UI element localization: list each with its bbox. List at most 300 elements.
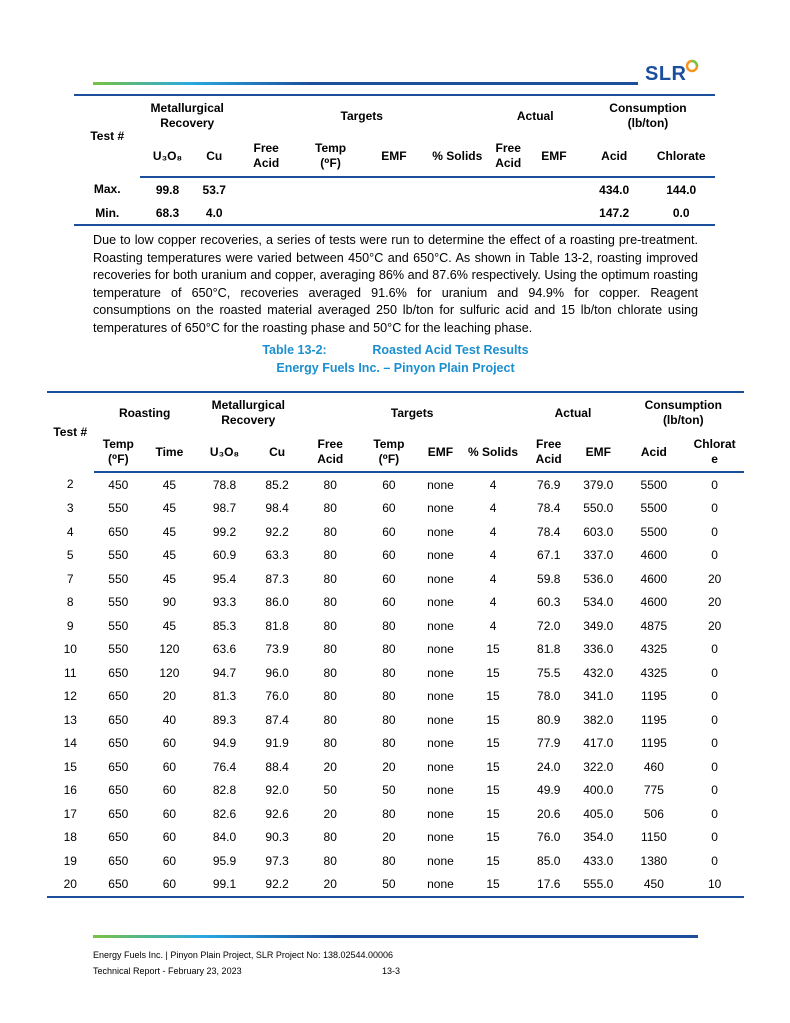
table-cell: 99.2 <box>212 524 237 539</box>
table-cell: 53.7 <box>202 182 226 197</box>
table-cell: 45 <box>162 571 177 586</box>
table-row <box>47 708 744 732</box>
table-cell: 63.3 <box>265 548 289 563</box>
table-cell: 550 <box>108 595 129 610</box>
table-cell: 77.9 <box>537 736 561 751</box>
table-cell: 98.4 <box>265 501 289 516</box>
table-cell: 60.9 <box>212 548 237 563</box>
table-cell: 60 <box>143 873 196 898</box>
table-cell: 337.0 <box>583 548 614 563</box>
table-cell: 3 <box>66 501 74 516</box>
table-cell: 550 <box>108 501 129 516</box>
table-cell: 4 <box>489 477 497 492</box>
table-cell: 7 <box>66 571 74 586</box>
table-cell: 81.3 <box>212 689 237 704</box>
col-cu: Cu <box>253 433 301 472</box>
group-targets: Targets <box>234 95 490 136</box>
table-cell: none <box>427 853 454 868</box>
table-cell: none <box>427 548 454 563</box>
table-cell: 40 <box>162 712 177 727</box>
table-cell: 20 <box>707 618 722 633</box>
table-cell: 0 <box>711 712 718 727</box>
table-cell: 400.0 <box>583 783 614 798</box>
table-cell: 354.0 <box>583 830 614 845</box>
table-cell: 4 <box>66 524 74 539</box>
table-cell: 73.9 <box>265 642 289 657</box>
table-cell: 18 <box>63 830 77 845</box>
table-cell: 14 <box>63 736 77 751</box>
header-rule <box>93 82 638 85</box>
body-paragraph: Due to low copper recoveries, a series of tests were run to determine the effect of a roasting pre-treatment. Roasting temperatures were varied between 450°C and 650°C. As shown in Table 13-2, roasting improved recoveries for both uranium and copper, averaging 86% and 87.6% respectively. Using the optimum roasting temperature of 650°C, recoveries averaged 91.6% for uranium and 94.9% for copper. Reagent consumptions on the roasted material averaged 250 lb/ton for sulfuric acid and 15 lb/ton chlorate using temperatures of 650°C for the roasting phase and 50°C for the leaching phase. <box>93 233 698 335</box>
table-cell: 0 <box>711 501 718 516</box>
table-row <box>74 177 715 201</box>
caption-label: Table 13-2: <box>262 343 327 357</box>
table-cell: 45 <box>162 477 177 492</box>
table-caption <box>93 343 698 357</box>
table-cell: 78.8 <box>212 477 237 492</box>
table-cell: 85.3 <box>212 618 237 633</box>
table-cell: 60 <box>382 548 396 563</box>
table-row <box>47 661 744 685</box>
table-cell: 650 <box>108 712 129 727</box>
table-cell: 81.8 <box>537 642 561 657</box>
table-row <box>47 732 744 756</box>
table-cell: 20 <box>323 759 337 774</box>
table-cell: none <box>427 571 454 586</box>
table-row <box>47 591 744 615</box>
table-cell: 20 <box>382 759 396 774</box>
table-cell: 24.0 <box>537 759 561 774</box>
col-test: Test # <box>47 392 94 472</box>
table-cell: none <box>427 595 454 610</box>
table-cell: 322.0 <box>583 759 614 774</box>
table-cell: 1150 <box>640 830 667 845</box>
table-cell: 450 <box>623 873 686 898</box>
table-row <box>47 779 744 803</box>
col-actual-emf: EMF <box>527 136 581 177</box>
table-cell: 60 <box>162 736 177 751</box>
table-cell: 0 <box>711 759 718 774</box>
table-cell: 1195 <box>640 712 667 727</box>
table-cell: 650 <box>94 873 144 898</box>
table-cell: 0 <box>711 783 718 798</box>
table-cell: 11 <box>64 665 77 680</box>
table-cell <box>425 177 489 201</box>
table-cell: 5 <box>66 548 74 563</box>
table-cell: 1195 <box>640 736 667 751</box>
table-cell: 603.0 <box>583 524 614 539</box>
footer-rule <box>93 935 698 938</box>
table-cell: 60 <box>382 501 396 516</box>
table-cell <box>490 177 527 201</box>
table-cell: 89.3 <box>212 712 237 727</box>
table-cell: 60 <box>382 524 396 539</box>
table-cell: 59.8 <box>537 571 561 586</box>
table-row <box>47 614 744 638</box>
group-consumption: Consumption (lb/ton) <box>581 95 715 136</box>
table-cell: 94.7 <box>212 665 237 680</box>
col-acid: Acid <box>623 433 686 472</box>
table-row <box>47 802 744 826</box>
table-cell: 20 <box>707 571 722 586</box>
table-cell: 147.2 <box>581 201 647 225</box>
table-cell <box>363 177 425 201</box>
table-cell: 60 <box>382 477 396 492</box>
table-cell: 80 <box>323 736 337 751</box>
table-cell: 433.0 <box>583 853 614 868</box>
table-cell: 90.3 <box>265 830 289 845</box>
table-cell: 2 <box>66 477 74 492</box>
table-cell: 20 <box>323 806 337 821</box>
group-metallurgical-recovery: Metallurgical Recovery <box>140 95 233 136</box>
table-cell: 80 <box>382 665 396 680</box>
table-cell: 80 <box>323 618 337 633</box>
table-cell <box>298 177 362 201</box>
col-u3o8: U₃O₈ <box>140 136 194 177</box>
col-temp: Temp (⁰F) <box>298 136 362 177</box>
table-cell: 45 <box>162 501 177 516</box>
table-cell: 15 <box>463 873 524 898</box>
table-cell: 92.2 <box>253 873 301 898</box>
table-cell: 0 <box>711 853 718 868</box>
table-cell: 94.9 <box>212 736 237 751</box>
col-actual-free-acid: Free Acid <box>523 433 574 472</box>
table-cell: 5500 <box>640 477 668 492</box>
table-cell: 82.8 <box>212 783 237 798</box>
table-cell: 99.8 <box>155 182 180 197</box>
table-row <box>47 638 744 662</box>
table-cell: 80 <box>323 571 337 586</box>
table-cell: none <box>427 618 454 633</box>
table-cell: 50 <box>360 873 419 898</box>
table-cell: 4 <box>489 501 497 516</box>
table-cell: 8 <box>66 595 74 610</box>
table-row <box>47 567 744 591</box>
table-cell: 4 <box>489 571 497 586</box>
table-cell: 95.9 <box>212 853 237 868</box>
table-cell: 650 <box>108 524 129 539</box>
table-cell: 49.9 <box>537 783 561 798</box>
table-cell: 78.0 <box>537 689 561 704</box>
col-free-acid: Free Acid <box>234 136 298 177</box>
table-cell: 0 <box>711 477 718 492</box>
table-cell: 92.2 <box>265 524 289 539</box>
col-time: Time <box>143 433 196 472</box>
col-cu: Cu <box>195 136 234 177</box>
table-cell: 10 <box>63 642 77 657</box>
table-cell: 405.0 <box>583 806 614 821</box>
table-cell: 4 <box>489 595 497 610</box>
table-cell: 92.0 <box>265 783 289 798</box>
table-cell: Min. <box>74 201 140 225</box>
table-cell: 80 <box>382 806 396 821</box>
table-cell: 775 <box>643 783 664 798</box>
table-row <box>47 826 744 850</box>
table-cell: 60 <box>162 806 177 821</box>
table-cell: 15 <box>486 642 500 657</box>
table-cell: 120 <box>159 642 180 657</box>
table-cell: 20 <box>47 873 94 898</box>
table-cell: 15 <box>486 689 500 704</box>
page-number: 13-3 <box>382 966 401 976</box>
table-cell: 15 <box>486 783 500 798</box>
table-cell: 4 <box>489 524 497 539</box>
table-cell <box>363 201 425 225</box>
table-cell: 0.0 <box>647 201 715 225</box>
table-cell: 19 <box>63 853 77 868</box>
table-cell: 80 <box>323 642 337 657</box>
table-cell: 650 <box>108 759 129 774</box>
group-actual: Actual <box>523 392 622 433</box>
table-cell: 98.7 <box>212 501 237 516</box>
table-cell: 80 <box>323 524 337 539</box>
table-cell: 76.9 <box>537 477 561 492</box>
table-cell: 650 <box>108 783 129 798</box>
table-cell: 45 <box>162 524 177 539</box>
table-cell: 0 <box>711 548 718 563</box>
table-cell: 50 <box>323 783 337 798</box>
table-cell: 0 <box>711 736 718 751</box>
col-solids: % Solids <box>463 433 524 472</box>
col-chlorate: Chlorate <box>647 136 715 177</box>
table-cell: 15 <box>486 736 500 751</box>
table-cell: 15 <box>486 665 500 680</box>
table-cell: 15 <box>63 759 77 774</box>
table-cell: 78.4 <box>537 501 561 516</box>
table-cell: 336.0 <box>583 642 614 657</box>
table-cell: 80 <box>323 595 337 610</box>
table-cell: 450 <box>108 477 129 492</box>
table-row <box>74 201 715 225</box>
table-cell: 341.0 <box>583 689 614 704</box>
table-cell: none <box>418 873 463 898</box>
col-test: Test # <box>74 95 140 177</box>
table-cell: 80 <box>323 689 337 704</box>
table-cell: 60 <box>162 830 177 845</box>
table-cell: 80 <box>323 477 337 492</box>
table-cell: 80 <box>382 642 396 657</box>
table-cell: 20 <box>162 689 177 704</box>
table-cell: 432.0 <box>583 665 614 680</box>
col-emf: EMF <box>418 433 463 472</box>
table-cell: 0 <box>711 830 718 845</box>
table-cell: 91.9 <box>265 736 289 751</box>
table-cell: 80 <box>382 712 396 727</box>
table-row <box>47 544 744 568</box>
table-cell: none <box>427 759 454 774</box>
table-cell: 144.0 <box>666 182 697 197</box>
table-cell: 68.3 <box>140 201 194 225</box>
table-cell <box>234 177 298 201</box>
table-cell: 86.0 <box>265 595 289 610</box>
table-cell: none <box>427 524 454 539</box>
col-roast-temp: Temp (⁰F) <box>94 433 144 472</box>
table-cell: 536.0 <box>583 571 614 586</box>
table-cell: 4.0 <box>195 201 234 225</box>
table-cell: 4600 <box>640 595 668 610</box>
table-cell: 80 <box>323 665 337 680</box>
col-chlorate: Chlorat e <box>685 433 744 472</box>
table-cell: 434.0 <box>599 182 630 197</box>
table-cell: 555.0 <box>574 873 623 898</box>
table-cell: none <box>427 501 454 516</box>
logo-text: SLR <box>645 63 687 85</box>
table-cell: 60 <box>162 783 177 798</box>
table-row <box>47 472 744 497</box>
table-cell: 76.0 <box>537 830 561 845</box>
table-cell: 87.3 <box>265 571 289 586</box>
table-cell: 1380 <box>640 853 668 868</box>
footer-project: Energy Fuels Inc. | Pinyon Plain Project, SLR Project No: 138.02544.00006 <box>93 950 394 960</box>
table-cell: 90 <box>162 595 177 610</box>
table-cell: 96.0 <box>265 665 289 680</box>
table-row <box>47 685 744 709</box>
table-cell: 15 <box>486 712 500 727</box>
table-row <box>47 755 744 779</box>
table-cell: 650 <box>108 806 129 821</box>
table-cell: 1195 <box>640 689 667 704</box>
table-cell: 80 <box>323 830 337 845</box>
table-cell: 0 <box>711 806 718 821</box>
col-u3o8: U₃O₈ <box>196 433 254 472</box>
table-cell <box>425 201 489 225</box>
caption-title: Roasted Acid Test Results <box>372 343 529 357</box>
table-cell: none <box>427 712 454 727</box>
table-cell: 382.0 <box>583 712 614 727</box>
table-cell: 20 <box>382 830 396 845</box>
table-cell: 78.4 <box>537 524 561 539</box>
table-row <box>47 849 744 873</box>
table-cell: 120 <box>159 665 180 680</box>
table-cell: 4 <box>489 548 497 563</box>
group-targets: Targets <box>301 392 524 433</box>
logo-swirl-icon <box>685 59 699 73</box>
table-cell: 80.9 <box>537 712 561 727</box>
table-cell: 72.0 <box>537 618 561 633</box>
table-cell: 12 <box>63 689 77 704</box>
table-cell: 379.0 <box>583 477 614 492</box>
table-cell: 63.6 <box>212 642 237 657</box>
table-cell <box>527 177 581 201</box>
table-cell: 80 <box>323 853 337 868</box>
table-cell: 15 <box>486 830 500 845</box>
table-cell: 97.3 <box>265 853 289 868</box>
col-solids: % Solids <box>425 136 489 177</box>
table-row <box>47 520 744 544</box>
table-cell: none <box>427 665 454 680</box>
table-cell: 17 <box>63 806 77 821</box>
table-cell: 67.1 <box>537 548 561 563</box>
table-cell: 5500 <box>640 524 668 539</box>
table-cell: 9 <box>66 618 74 633</box>
table-cell: 16 <box>63 783 77 798</box>
table-cell: 80 <box>382 689 396 704</box>
table-cell: 550 <box>108 571 129 586</box>
table-cell: 0 <box>711 689 718 704</box>
table-cell: 4 <box>489 618 497 633</box>
group-consumption: Consumption (lb/ton) <box>623 392 744 433</box>
table-cell: 60 <box>382 595 396 610</box>
table-cell: 0 <box>711 665 718 680</box>
table-cell: 60 <box>382 571 396 586</box>
table-cell: 92.6 <box>265 806 289 821</box>
group-roasting: Roasting <box>94 392 196 433</box>
table-cell: 80 <box>323 712 337 727</box>
footer-report-date: Technical Report - February 23, 2023 <box>93 966 242 976</box>
table-cell: 4600 <box>640 571 668 586</box>
table-cell: 87.4 <box>265 712 289 727</box>
summary-table <box>74 94 715 226</box>
table-cell: Max. <box>93 182 121 196</box>
table-cell: 15 <box>486 806 500 821</box>
table-cell: 99.1 <box>196 873 254 898</box>
table-cell: 4325 <box>640 665 668 680</box>
table-cell: none <box>427 830 454 845</box>
col-temp: Temp (⁰F) <box>360 433 419 472</box>
table-cell <box>490 201 527 225</box>
table-cell: 13 <box>63 712 77 727</box>
table-cell: 550.0 <box>583 501 614 516</box>
table-cell: 417.0 <box>583 736 614 751</box>
col-actual-emf: EMF <box>574 433 623 472</box>
table-cell: none <box>427 477 454 492</box>
table-caption-subtitle: Energy Fuels Inc. – Pinyon Plain Project <box>276 361 515 375</box>
table-cell: 45 <box>162 548 177 563</box>
table-cell: 4600 <box>640 548 668 563</box>
table-cell: 650 <box>108 736 129 751</box>
table-cell: 80 <box>382 853 396 868</box>
table-cell: 534.0 <box>583 595 614 610</box>
table-row <box>47 497 744 521</box>
table-cell: 4875 <box>640 618 668 633</box>
table-cell: 95.4 <box>212 571 237 586</box>
table-cell: 650 <box>108 853 129 868</box>
table-cell: 60 <box>162 759 177 774</box>
table-cell: 650 <box>108 665 129 680</box>
table-cell: 20 <box>301 873 360 898</box>
table-cell <box>527 201 581 225</box>
table-cell: 550 <box>108 548 129 563</box>
table-cell: 10 <box>685 873 744 898</box>
table-cell: 650 <box>108 830 129 845</box>
table-cell: 15 <box>486 853 500 868</box>
table-cell: 506 <box>643 806 664 821</box>
table-cell: 15 <box>486 759 500 774</box>
table-cell: 93.3 <box>212 595 237 610</box>
table-cell: none <box>427 783 454 798</box>
table-cell: 460 <box>643 759 664 774</box>
table-cell: 0 <box>711 524 718 539</box>
col-acid: Acid <box>581 136 647 177</box>
table-cell: 45 <box>162 618 177 633</box>
table-cell: 550 <box>108 642 129 657</box>
table-cell: none <box>427 736 454 751</box>
table-cell: 5500 <box>640 501 668 516</box>
table-cell: 81.8 <box>265 618 289 633</box>
group-metallurgical-recovery: Metallurgical Recovery <box>196 392 301 433</box>
table-cell: 80 <box>323 548 337 563</box>
table-cell: 82.6 <box>212 806 237 821</box>
table-cell: 76.0 <box>265 689 289 704</box>
table-cell: 20 <box>707 595 722 610</box>
col-emf: EMF <box>363 136 425 177</box>
table-cell: none <box>427 689 454 704</box>
table-cell: 650 <box>108 689 129 704</box>
table-cell: 20.6 <box>537 806 561 821</box>
table-cell: 80 <box>323 501 337 516</box>
table-cell: 17.6 <box>523 873 574 898</box>
table-cell: none <box>427 642 454 657</box>
